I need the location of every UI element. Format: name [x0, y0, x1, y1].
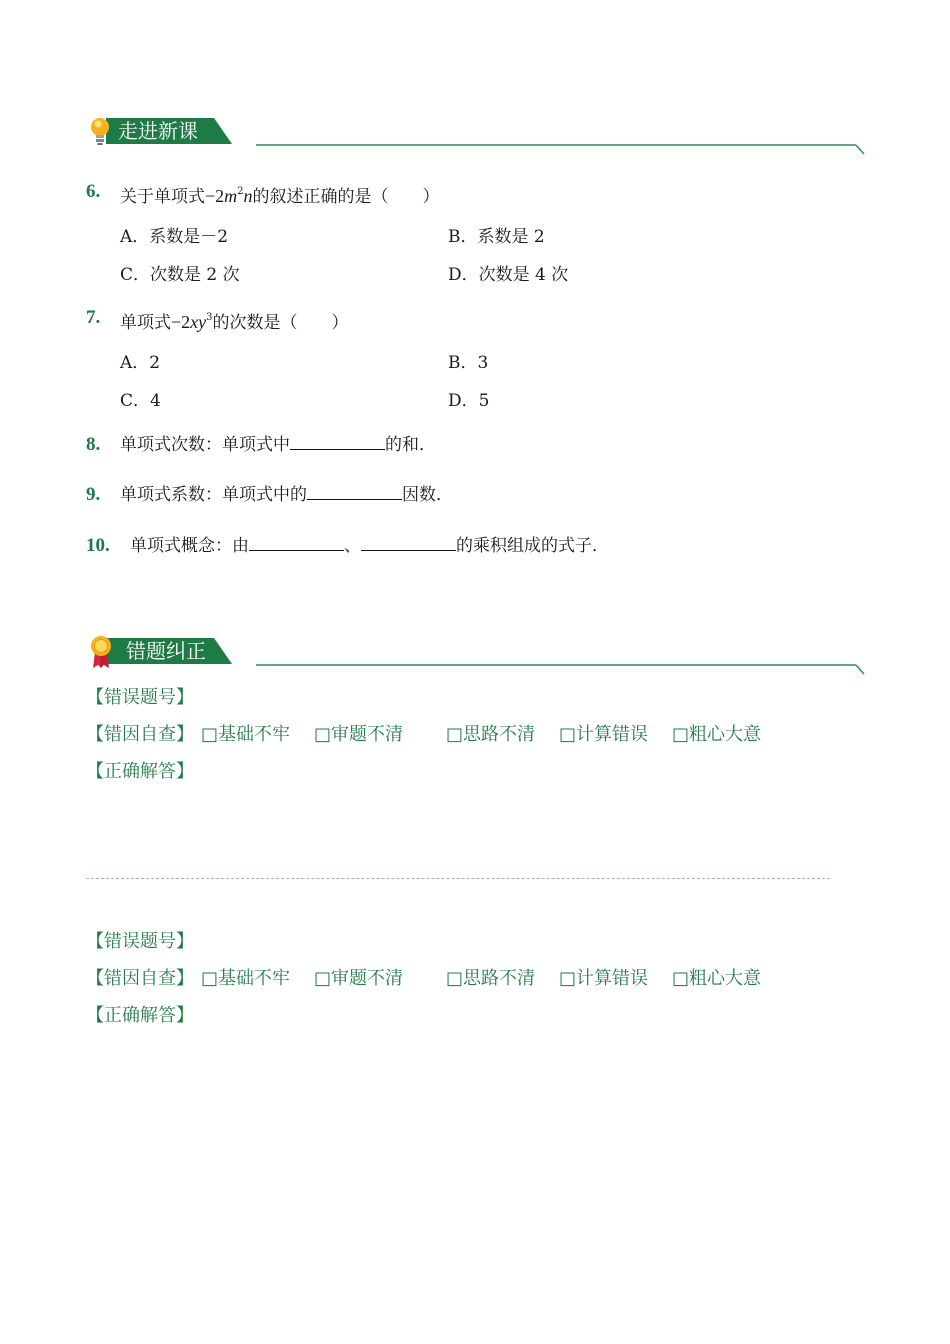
- cause-checkbox-approach[interactable]: □思路不清: [446, 724, 536, 745]
- cause-checkbox-careless[interactable]: □粗心大意: [672, 968, 762, 989]
- medal-icon: [88, 634, 116, 670]
- question-number-10: 10.: [86, 535, 110, 556]
- cause-checkbox-calculation[interactable]: □计算错误: [559, 724, 649, 745]
- error-cause-label: 【错因自查】: [86, 724, 194, 745]
- q8-blank[interactable]: [290, 433, 385, 450]
- q10-blank-2[interactable]: [361, 534, 456, 551]
- question-6-text: [120, 180, 440, 209]
- question-7-text: [120, 306, 349, 335]
- question-number-8: 8.: [86, 434, 101, 455]
- q6-post: 的叙述正确的是（ ）: [252, 187, 440, 207]
- cause-checkbox-reading[interactable]: □审题不清: [314, 968, 404, 989]
- q7-xy: xy: [190, 312, 207, 332]
- q7-pre: 单项式: [120, 313, 171, 333]
- q6-n: n: [243, 186, 253, 206]
- error-cause-row: [86, 723, 194, 747]
- cause-checkbox-approach[interactable]: □思路不清: [446, 968, 536, 989]
- wrong-question-number-label: 【错误题号】: [86, 931, 194, 952]
- section-title: 错题纠正: [126, 639, 206, 663]
- correct-answer-label: 【正确解答】: [86, 1005, 194, 1026]
- q6-exp: 2: [237, 186, 244, 197]
- q10-sep: 、: [344, 536, 361, 556]
- question-9-text: [120, 483, 453, 507]
- q7-option-d[interactable]: D．5: [448, 391, 490, 411]
- q6-option-b[interactable]: B．系数是 2: [448, 227, 545, 247]
- q10-blank-1[interactable]: [249, 534, 344, 551]
- banner-graphic: [86, 114, 866, 158]
- q7-post: 的次数是（ ）: [212, 313, 349, 333]
- q9-pre: 单项式系数：单项式中的: [120, 485, 307, 505]
- q7-option-b[interactable]: B．3: [448, 353, 489, 373]
- q8-post: 的和．: [385, 435, 436, 455]
- section-title: 走进新课: [118, 119, 198, 143]
- cause-checkbox-foundation[interactable]: □基础不牢: [201, 968, 291, 989]
- q6-option-a[interactable]: A．系数是－2: [120, 227, 229, 247]
- q6-option-d[interactable]: D．次数是 4 次: [448, 265, 569, 285]
- question-number-6: 6.: [86, 181, 101, 202]
- error-cause-row: [86, 967, 194, 991]
- q7-coef: −2: [171, 312, 191, 332]
- lightbulb-icon: [88, 114, 114, 148]
- section-banner-error-correction: [86, 634, 866, 668]
- wrong-question-number-label: 【错误题号】: [86, 687, 194, 708]
- q6-m: m: [224, 186, 238, 206]
- q6-coef: −2: [205, 186, 225, 206]
- q6-pre: 关于单项式: [120, 187, 205, 207]
- question-8-text: [120, 433, 436, 457]
- correct-answer-label: 【正确解答】: [86, 761, 194, 782]
- cause-checkbox-reading[interactable]: □审题不清: [314, 724, 404, 745]
- cause-checkbox-calculation[interactable]: □计算错误: [559, 968, 649, 989]
- cause-checkbox-careless[interactable]: □粗心大意: [672, 724, 762, 745]
- q8-pre: 单项式次数：单项式中: [120, 435, 290, 455]
- dashed-divider: [86, 878, 830, 879]
- q7-option-c[interactable]: C．4: [120, 391, 161, 411]
- q7-exp: 3: [206, 312, 213, 323]
- q10-post: 的乘积组成的式子．: [456, 536, 609, 556]
- error-cause-label: 【错因自查】: [86, 968, 194, 989]
- section-banner-new-lesson: [86, 114, 866, 148]
- q6-option-c[interactable]: C．次数是 2 次: [120, 265, 240, 285]
- cause-checkbox-foundation[interactable]: □基础不牢: [201, 724, 291, 745]
- question-10-text: [130, 534, 609, 558]
- q10-pre: 单项式概念：由: [130, 536, 249, 556]
- q9-blank[interactable]: [307, 483, 402, 500]
- q7-option-a[interactable]: A．2: [120, 353, 161, 373]
- question-number-9: 9.: [86, 484, 101, 505]
- q9-post: 因数．: [402, 485, 453, 505]
- question-number-7: 7.: [86, 307, 101, 328]
